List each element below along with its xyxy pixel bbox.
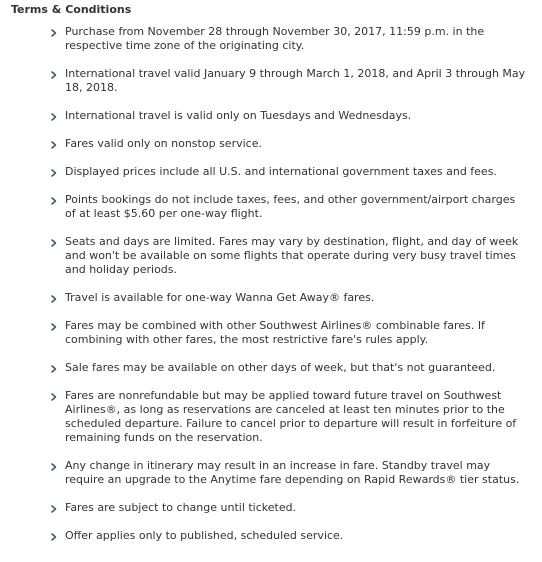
chevron-right-icon (50, 322, 58, 332)
chevron-right-icon (50, 196, 58, 206)
term-text: Displayed prices include all U.S. and international government taxes and fees. (65, 165, 497, 178)
term-text: Fares are nonrefundable but may be applied toward future travel on Southwest Airlines®, as long as reservations are canceled at least ten minutes prior to the scheduled departure. Failure to cancel prior to departure will result in forfeiture of remaining funds on the reservation. (65, 389, 517, 444)
chevron-right-icon (50, 364, 58, 374)
term-text: International travel is valid only on Tuesdays and Wednesdays. (65, 109, 412, 122)
term-list-item (0, 137, 542, 151)
term-list-item (0, 291, 542, 305)
term-list-item (0, 67, 542, 95)
term-text: International travel valid January 9 through March 1, 2018, and April 3 through May 18, 2018. (65, 67, 526, 94)
term-text: Any change in itinerary may result in an increase in fare. Standby travel may require an upgrade to the Anytime fare depending on Rapid Rewards® tier status. (65, 459, 520, 486)
term-list-item (0, 459, 542, 487)
term-list-item (0, 25, 542, 53)
chevron-right-icon (50, 532, 58, 542)
term-list-item (0, 501, 542, 515)
term-text: Seats and days are limited. Fares may vary by destination, flight, and day of week and won't be available on some flights that operate during very busy travel times and holiday periods. (65, 235, 519, 276)
term-list-item (0, 193, 542, 221)
chevron-right-icon (50, 168, 58, 178)
term-text: Fares may be combined with other Southwest Airlines® combinable fares. If combining with other fares, the most restrictive fare's rules apply. (65, 319, 485, 346)
term-list-item (0, 529, 542, 543)
chevron-right-icon (50, 392, 58, 402)
chevron-right-icon (50, 462, 58, 472)
term-list-item (0, 109, 542, 123)
term-list-item (0, 389, 542, 445)
terms-list (0, 25, 542, 543)
term-list-item (0, 235, 542, 277)
chevron-right-icon (50, 112, 58, 122)
chevron-right-icon (50, 140, 58, 150)
term-text: Points bookings do not include taxes, fees, and other government/airport charges of at least $5.60 per one-way flight. (65, 193, 516, 220)
chevron-right-icon (50, 504, 58, 514)
term-text: Offer applies only to published, scheduled service. (65, 529, 344, 542)
term-text: Purchase from November 28 through November 30, 2017, 11:59 p.m. in the respective time zone of the originating city. (65, 25, 485, 52)
term-list-item (0, 361, 542, 375)
chevron-right-icon (50, 238, 58, 248)
term-text: Fares valid only on nonstop service. (65, 137, 262, 150)
term-text: Fares are subject to change until ticketed. (65, 501, 297, 514)
chevron-right-icon (50, 28, 58, 38)
term-text: Travel is available for one-way Wanna Get Away® fares. (65, 291, 375, 304)
chevron-right-icon (50, 294, 58, 304)
term-list-item (0, 319, 542, 347)
term-list-item (0, 165, 542, 179)
chevron-right-icon (50, 70, 58, 80)
section-title: Terms & Conditions (11, 3, 132, 16)
term-text: Sale fares may be available on other days of week, but that's not guaranteed. (65, 361, 496, 374)
